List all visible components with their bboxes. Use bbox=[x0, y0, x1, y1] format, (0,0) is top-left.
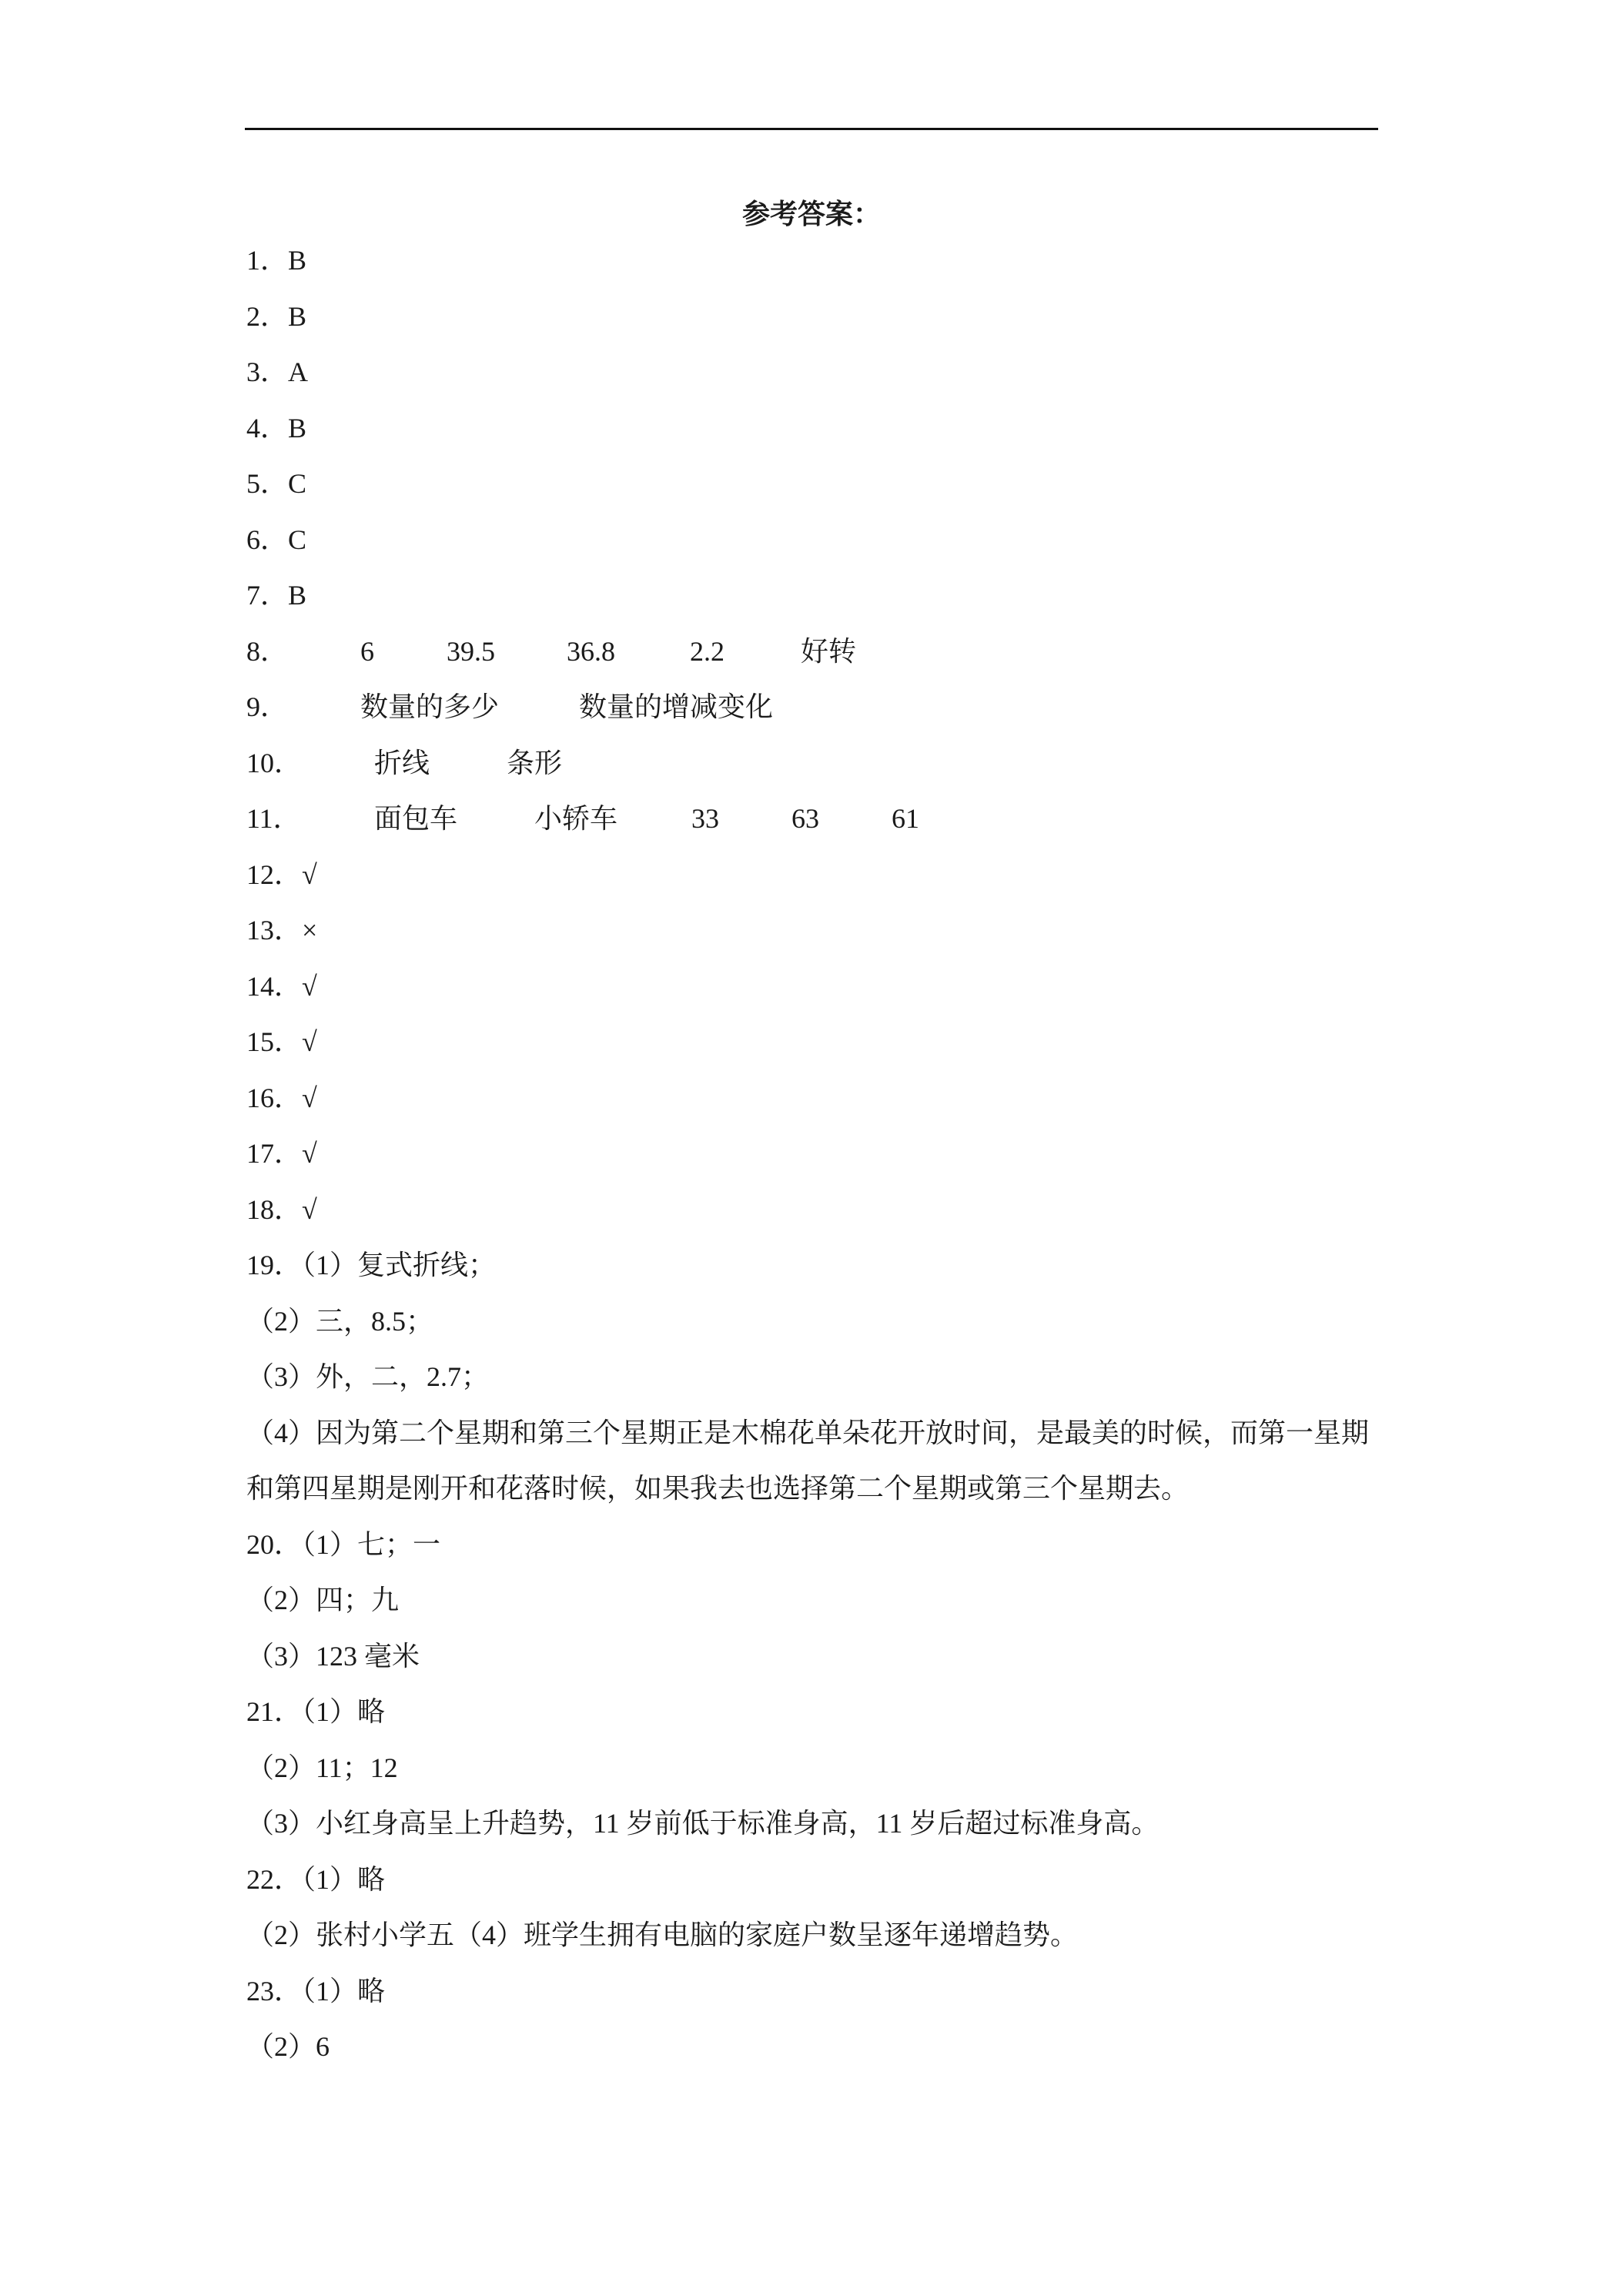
answer-19-part-3: （3）外，二，2.7； bbox=[246, 1361, 490, 1392]
answer-blank: 小轿车 bbox=[534, 803, 618, 834]
answer-6: 6．C bbox=[246, 524, 307, 555]
answer-blank: 折线 bbox=[374, 747, 430, 778]
answer-15: 15．√ bbox=[246, 1026, 317, 1057]
answer-20-part-1: 20．（1）七；一 bbox=[246, 1528, 441, 1560]
answer-18: 18．√ bbox=[246, 1193, 317, 1225]
answer-9 bbox=[246, 679, 1386, 735]
answer-2: 2．B bbox=[246, 300, 307, 332]
answer-4: 4．B bbox=[246, 412, 307, 443]
answer-12: 12．√ bbox=[246, 858, 317, 890]
answer-number: 10． bbox=[246, 747, 303, 778]
answer-19-part-1: 19．（1）复式折线； bbox=[246, 1250, 497, 1280]
answer-blank: 63 bbox=[791, 803, 819, 834]
answer-19-part-4: （4）因为第二个星期和第三个星期正是木棉花单朵花开放时间，是最美的时候，而第一星期和第四星期是刚开和花落时候，如果我去也选择第二个星期或第三个星期去。 bbox=[246, 1417, 1370, 1504]
answer-number: 9． bbox=[246, 691, 289, 722]
answer-22-part-1: 22．（1）略 bbox=[246, 1863, 386, 1895]
answer-23-part-2: （2）6 bbox=[246, 2031, 330, 2062]
answer-blank: 条形 bbox=[507, 747, 563, 778]
answer-22-part-2: （2）张村小学五（4）班学生拥有电脑的家庭户数呈逐年递增趋势。 bbox=[246, 1919, 1079, 1950]
answer-19-part-2: （2）三，8.5； bbox=[246, 1305, 434, 1337]
answer-blank: 数量的多少 bbox=[360, 691, 500, 722]
answer-number: 11． bbox=[246, 803, 301, 834]
answer-blank: 2.2 bbox=[690, 635, 724, 667]
answer-1: 1．B bbox=[246, 245, 307, 276]
answer-13: 13．× bbox=[246, 915, 318, 946]
answer-17: 17．√ bbox=[246, 1138, 317, 1169]
answer-7: 7．B bbox=[246, 580, 307, 611]
answer-5: 5．C bbox=[246, 468, 307, 499]
answer-number: 8． bbox=[246, 635, 289, 667]
answer-23-part-1: 23．（1）略 bbox=[246, 1975, 386, 2006]
answer-blank: 61 bbox=[892, 803, 919, 834]
answer-14: 14．√ bbox=[246, 970, 317, 1002]
answer-11 bbox=[246, 791, 1386, 847]
answer-10 bbox=[246, 735, 1386, 792]
answer-blank: 面包车 bbox=[374, 803, 458, 834]
answer-blank: 33 bbox=[691, 803, 719, 834]
answer-blank: 36.8 bbox=[567, 635, 615, 667]
answer-blank: 好转 bbox=[801, 635, 857, 667]
answer-blank: 6 bbox=[360, 635, 374, 667]
page-title: 参考答案： bbox=[741, 199, 881, 229]
answer-20-part-2: （2）四；九 bbox=[246, 1585, 400, 1615]
answer-list bbox=[246, 233, 1386, 2075]
answer-blank: 39.5 bbox=[447, 635, 495, 667]
answer-20-part-3: （3）123 毫米 bbox=[246, 1640, 420, 1672]
answer-blank: 数量的增减变化 bbox=[579, 691, 774, 722]
answer-21-part-2: （2）11；12 bbox=[246, 1752, 398, 1783]
answer-16: 16．√ bbox=[246, 1082, 317, 1113]
answer-8 bbox=[246, 624, 1386, 680]
header-rule bbox=[245, 128, 1378, 130]
answer-3: 3．A bbox=[246, 356, 308, 387]
answer-21-part-1: 21．（1）略 bbox=[246, 1696, 386, 1727]
answer-21-part-3: （3）小红身高呈上升趋势，11 岁前低于标准身高，11 岁后超过标准身高。 bbox=[246, 1808, 1160, 1839]
